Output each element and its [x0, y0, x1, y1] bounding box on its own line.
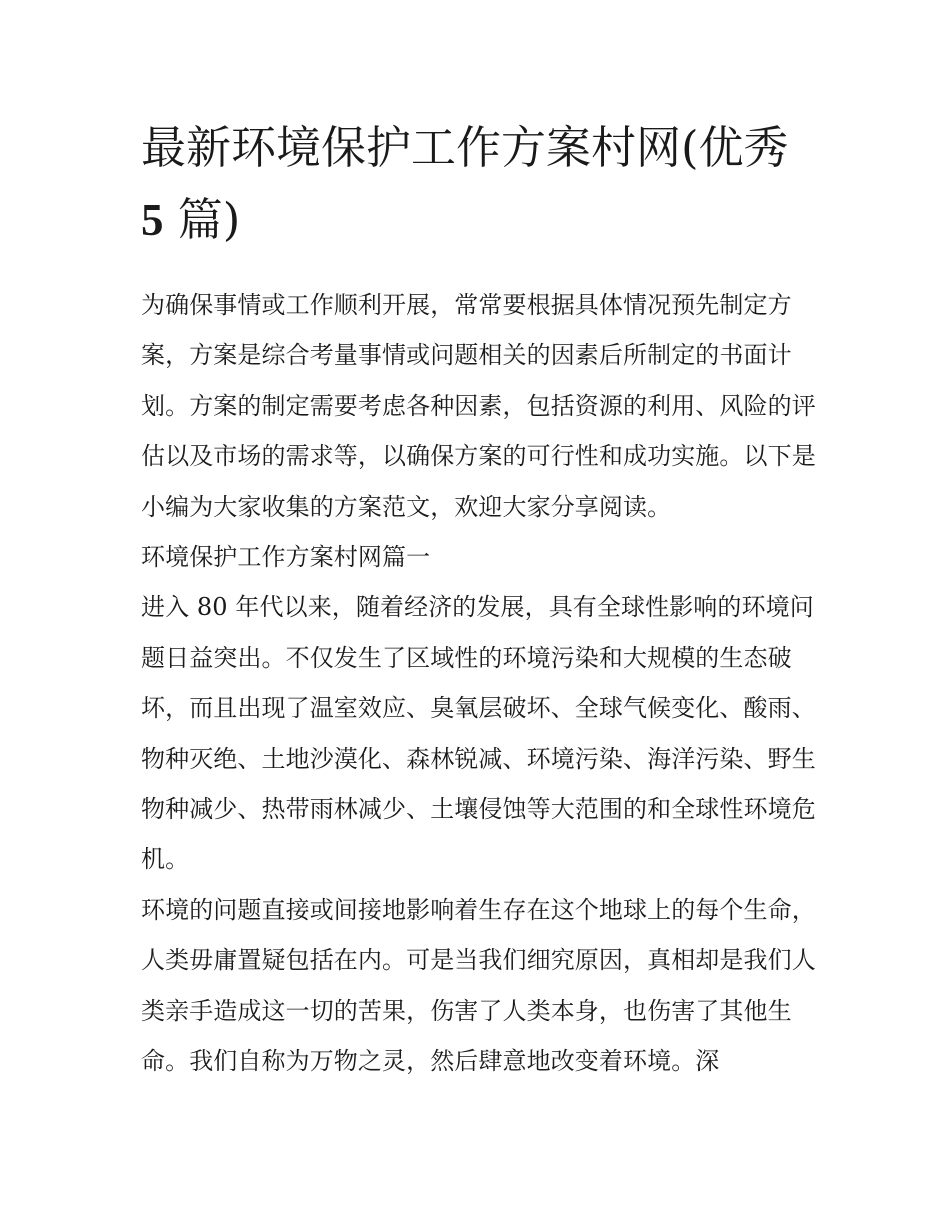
title-text-part2: 篇) [163, 193, 241, 246]
intro-paragraph: 为确保事情或工作顺利开展，常常要根据具体情况预先制定方案，方案是综合考量事情或问题相关的因素后所制定的书面计划。方案的制定需要考虑各种因素，包括资源的利用、风险的评估以及市场的需求等，以确保方案的可行性和成功实施。以下是小编为大家收集的方案范文，欢迎大家分享阅读。 [141, 291, 816, 521]
title-number: 5 [141, 195, 164, 245]
document-title [141, 112, 821, 256]
document-body [141, 280, 821, 1087]
section-heading: 环境保护工作方案村网篇一 [141, 543, 431, 572]
body-paragraph-1: 进入 80 年代以来，随着经济的发展，具有全球性影响的环境问题日益突出。不仅发生了区域性的环境污染和大规模的生态破坏，而且出现了温室效应、臭氧层破坏、全球气候变化、酸雨、物种灭绝、土地沙漠化、森林锐减、环境污染、海洋污染、野生物种减少、热带雨林减少、土壤侵蚀等大范围的和全球性环境危机。 [141, 593, 816, 874]
title-text-part1: 最新环境保护工作方案村网(优秀 [141, 121, 789, 174]
body-paragraph-2: 环境的问题直接或间接地影响着生存在这个地球上的每个生命，人类毋庸置疑包括在内。可是当我们细究原因，真相却是我们人类亲手造成这一切的苦果，伤害了人类本身，也伤害了其他生命。我们自称为万物之灵，然后肆意地改变着环境。深 [141, 895, 816, 1076]
